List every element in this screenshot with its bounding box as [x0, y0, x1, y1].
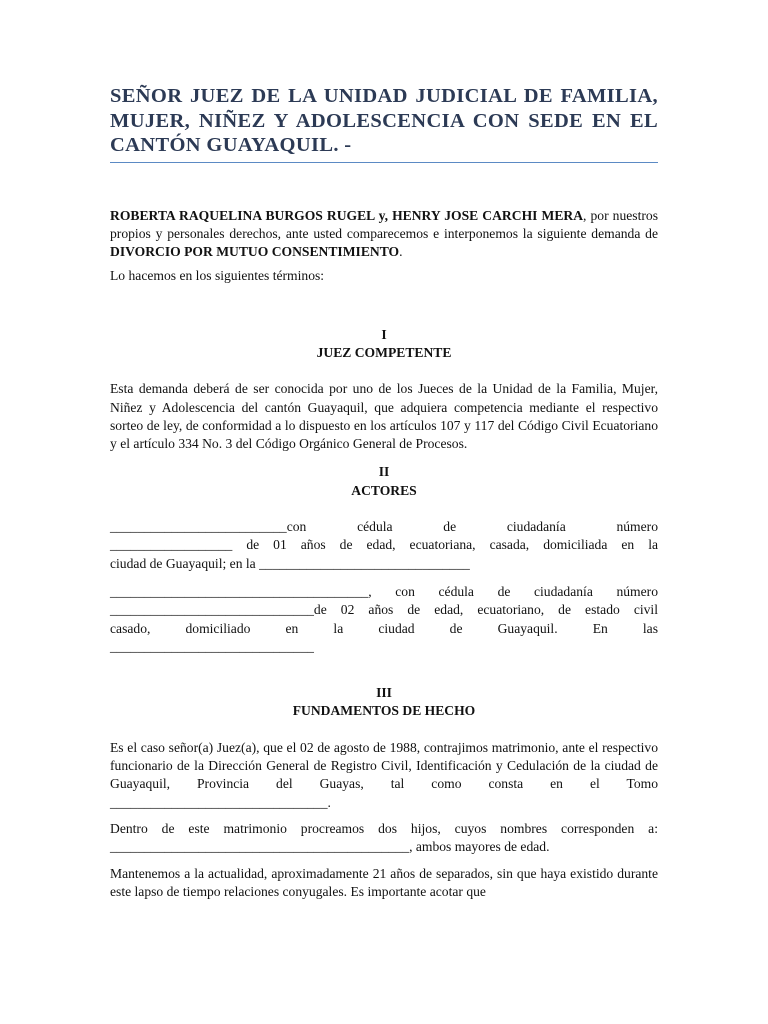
section-3-number: III — [376, 685, 392, 701]
actor-1-paragraph — [110, 518, 658, 573]
document-body — [110, 84, 658, 901]
petitioner-names: ROBERTA RAQUELINA BURGOS RUGEL y, HENRY JOSE CARCHI MERA — [110, 207, 584, 223]
demand-type: DIVORCIO POR MUTUO CONSENTIMIENTO — [110, 244, 400, 260]
section-1-heading: JUEZ COMPETENTE — [316, 344, 452, 360]
actor-2-line-3: casado, domiciliado en la ciudad de Guayaquil. En las — [110, 620, 658, 636]
section-3-paragraph-3: Mantenemos a la actualidad, aproximadamente 21 años de separados, sin que haya existido durante este lapso de tiempo relaciones conyugales. Es importante acotar que — [110, 865, 658, 899]
actor-2-paragraph — [110, 583, 658, 656]
section-3-paragraph-1: Es el caso señor(a) Juez(a), que el 02 de agosto de 1988, contrajimos matrimonio, ante el respectivo funcionario de la Dirección General de Registro Civil, Identificación y Cedulación de la ciudad de Guayaquil, Provincia del Guayas, tal como consta en el Tomo ________________________________. — [110, 739, 658, 810]
terms-paragraph: Lo hacemos en los siguientes términos: — [110, 268, 325, 284]
section-3-heading: FUNDAMENTOS DE HECHO — [292, 703, 476, 719]
section-1-number: I — [381, 326, 387, 342]
intro-paragraph: ROBERTA RAQUELINA BURGOS RUGEL y, HENRY JOSE CARCHI MERA, por nuestros propios y personales derechos, ante usted comparecemos e interponemos la siguiente demanda de DIVORCIO POR MUTUO CONSENTIMIENTO. — [110, 207, 658, 260]
actor-2-line-2: ______________________________de 02 años de edad, ecuatoriano, de estado civil — [110, 602, 658, 618]
actor-2-line-4: ______________________________ — [110, 638, 314, 654]
section-1-body: Esta demanda deberá de ser conocida por uno de los Jueces de la Unidad de la Familia, Mujer, Niñez y Adolescencia del cantón Guayaquil, que adquiera competencia mediante el respectivo sorteo de ley, de conformidad a lo dispuesto en los artículos 107 y 117 del Código Civil Ecuatoriano y el artículo 334 No. 3 del Código Orgánico General de Procesos. — [110, 381, 658, 452]
actor-1-line-3: ciudad de Guayaquil; en la _______________________________ — [110, 555, 470, 571]
actor-1-line-2: __________________ de 01 años de edad, ecuatoriana, casada, domiciliada en la — [110, 537, 658, 553]
section-2-number: II — [378, 464, 390, 480]
section-2-heading: ACTORES — [351, 482, 417, 498]
section-3-paragraph-2: Dentro de este matrimonio procreamos dos hijos, cuyos nombres corresponden a: ____________________________________________, ambos mayores de edad. — [110, 820, 658, 855]
document-title: SEÑOR JUEZ DE LA UNIDAD JUDICIAL DE FAMILIA, MUJER, NIÑEZ Y ADOLESCENCIA CON SEDE EN EL CANTÓN GUAYAQUIL. - — [110, 84, 658, 163]
actor-2-line-1: ______________________________________, con cédula de ciudadanía número — [110, 583, 658, 599]
actor-1-line-1: __________________________con cédula de ciudadanía número — [110, 519, 658, 535]
